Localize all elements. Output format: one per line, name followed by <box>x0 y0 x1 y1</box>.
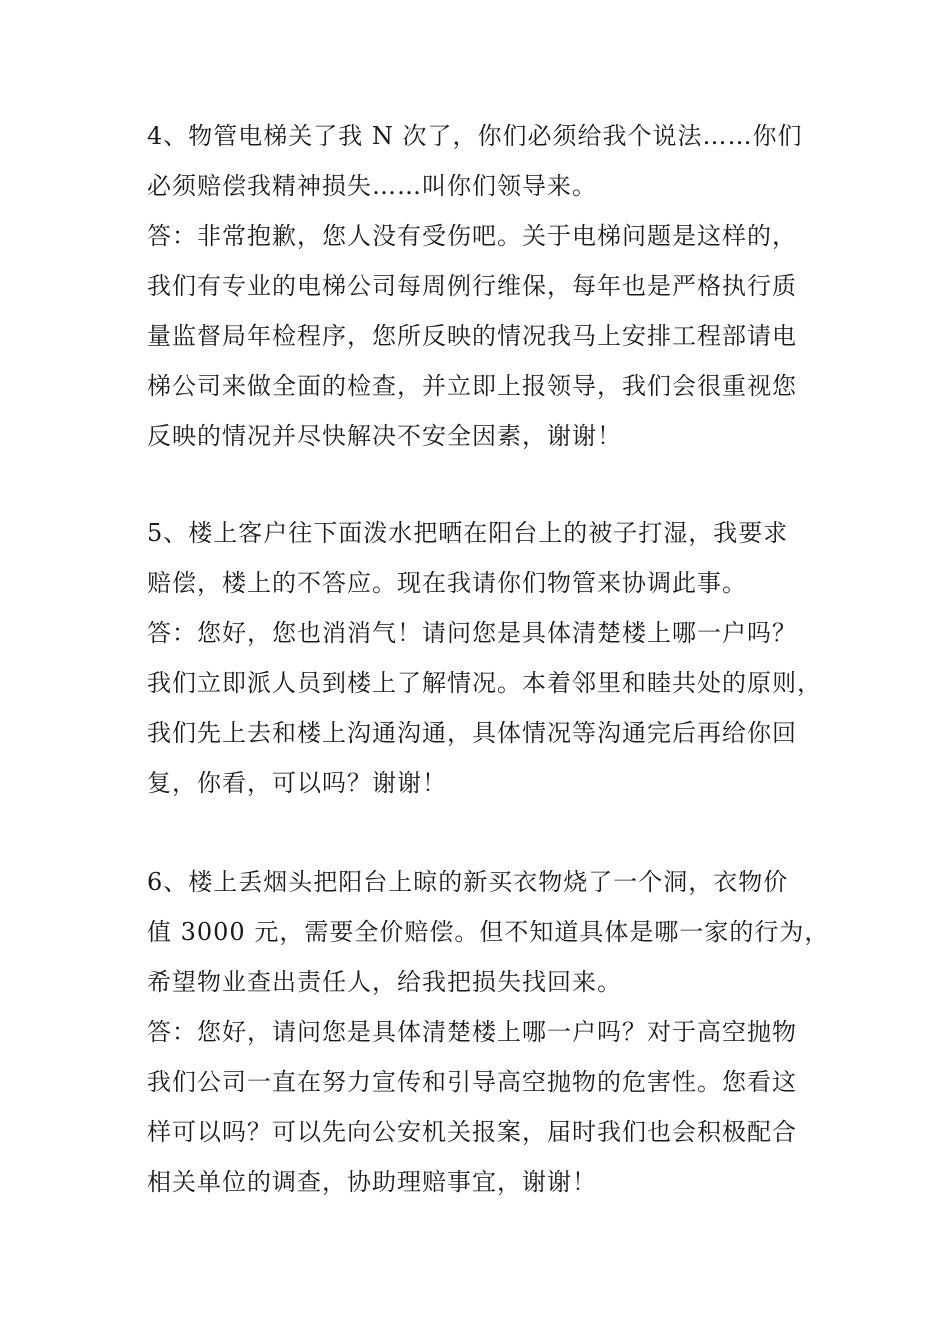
qa-section-6 <box>147 857 830 1207</box>
answer-line: 复，你看，可以吗？谢谢！ <box>147 769 447 797</box>
question-line: 4、物管电梯关了我 N 次了，你们必须给我个说法……你们 <box>147 122 803 150</box>
question-line: 希望物业查出责任人，给我把损失找回来。 <box>147 968 622 996</box>
answer-line: 量监督局年检程序，您所反映的情况我马上安排工程部请电 <box>147 322 797 350</box>
answer-line: 我们公司一直在努力宣传和引导高空抛物的危害性。您看这 <box>147 1068 797 1096</box>
answer-line: 梯公司来做全面的检查，并立即上报领导，我们会很重视您 <box>147 372 797 400</box>
answer-line: 我们先上去和楼上沟通沟通，具体情况等沟通完后再给你回 <box>147 719 797 747</box>
answer-line: 答：非常抱歉，您人没有受伤吧。关于电梯问题是这样的， <box>147 222 797 250</box>
question-line: 值 3000 元，需要全价赔偿。但不知道具体是哪一家的行为， <box>147 918 830 946</box>
answer-line: 我们有专业的电梯公司每周例行维保，每年也是严格执行质 <box>147 272 797 300</box>
question-line: 5、楼上客户往下面泼水把晒在阳台上的被子打湿，我要求 <box>147 519 789 547</box>
answer-line: 我们立即派人员到楼上了解情况。本着邻里和睦共处的原则， <box>147 669 822 697</box>
answer-line: 样可以吗？可以先向公安机关报案，届时我们也会积极配合 <box>147 1118 797 1146</box>
answer-line: 相关单位的调查，协助理赔事宜，谢谢！ <box>147 1168 597 1196</box>
answer-line: 反映的情况并尽快解决不安全因素，谢谢！ <box>147 422 622 450</box>
answer-line: 答：您好，您也消消气！请问您是具体清楚楼上哪一户吗？ <box>147 619 797 647</box>
qa-section-5 <box>147 508 827 808</box>
question-line: 必须赔偿我精神损失……叫你们领导来。 <box>147 172 597 200</box>
question-line: 赔偿，楼上的不答应。现在我请你们物管来协调此事。 <box>147 569 747 597</box>
qa-section-4 <box>147 111 827 461</box>
answer-line: 答：您好，请问您是具体清楚楼上哪一户吗？对于高空抛物 <box>147 1018 797 1046</box>
question-line: 6、楼上丢烟头把阳台上晾的新买衣物烧了一个洞，衣物价 <box>147 868 789 896</box>
